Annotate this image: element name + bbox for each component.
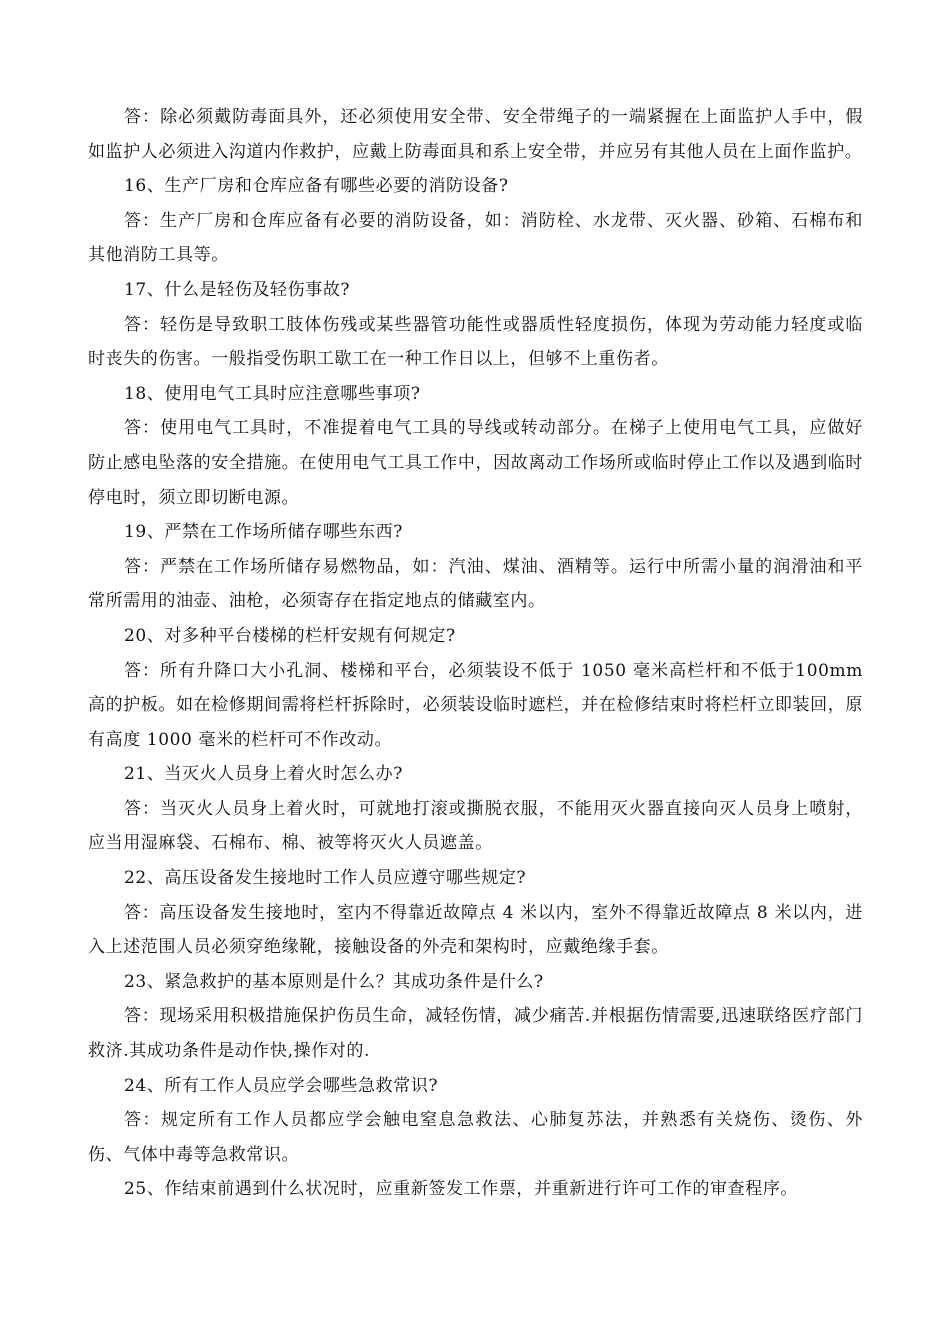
answer-24: 答：规定所有工作人员都应学会触电窒息急救法、心肺复苏法，并熟悉有关烧伤、烫伤、外伤、气体中毒等急救常识。	[88, 1110, 863, 1165]
document-body	[88, 100, 863, 1207]
question-16: 16、生产厂房和仓库应备有哪些必要的消防设备?	[124, 176, 509, 197]
question-20: 20、对多种平台楼梯的栏杆安规有何规定?	[124, 625, 456, 646]
question-19: 19、严禁在工作场所储存哪些东西?	[124, 522, 403, 543]
answer-17: 答：轻伤是导致职工肢体伤残或某些器管功能性或器质性轻度损伤，体现为劳动能力轻度或临时丧失的伤害。一般指受伤职工歇工在一种工作日以上，但够不上重伤者。	[88, 314, 863, 370]
answer-18: 答：使用电气工具时，不准提着电气工具的导线或转动部分。在梯子上使用电气工具，应做好防止感电坠落的安全措施。在使用电气工具工作中，因故离动工作场所或临时停止工作以及遇到临时停电时，须立即切断电源。	[88, 418, 863, 508]
question-24: 24、所有工作人员应学会哪些急救常识?	[124, 1075, 439, 1096]
answer-23: 答：现场采用积极措施保护伤员生命，减轻伤情，减少痛苦.并根据伤情需要,迅速联络医疗部门救济.其成功条件是动作快,操作对的.	[88, 1006, 863, 1062]
question-25: 25、作结束前遇到什么状况时，应重新签发工作票，并重新进行许可工作的审查程序。	[124, 1179, 799, 1200]
answer-21: 答：当灭火人员身上着火时，可就地打滚或撕脱衣服，不能用灭火器直接向灭人员身上喷射，应当用湿麻袋、石棉布、棉、被等将灭火人员遮盖。	[88, 798, 863, 854]
answer-22: 答：高压设备发生接地时，室内不得靠近故障点 4 米以内，室外不得靠近故障点 8 米以内，进入上述范围人员必须穿绝缘靴，接触设备的外壳和架构时，应戴绝缘手套。	[88, 902, 863, 958]
answer-paragraph: 答：除必须戴防毒面具外，还必须使用安全带、安全带绳子的一端紧握在上面监护人手中，假如监护人必须进入沟道内作救护，应戴上防毒面具和系上安全带，并应另有其他人员在上面作监护。	[88, 107, 863, 162]
answer-16: 答：生产厂房和仓库应备有必要的消防设备，如：消防栓、水龙带、灭火器、砂箱、石棉布和其他消防工具等。	[88, 210, 863, 266]
question-18: 18、使用电气工具时应注意哪些事项?	[124, 383, 421, 404]
question-21: 21、当灭火人员身上着火时怎么办?	[124, 764, 403, 785]
question-17: 17、什么是轻伤及轻伤事故?	[124, 279, 351, 300]
answer-19: 答：严禁在工作场所储存易燃物品，如：汽油、煤油、酒精等。运行中所需小量的润滑油和平常所需用的油壶、油枪，必须寄存在指定地点的储藏室内。	[88, 556, 863, 612]
answer-20: 答：所有升降口大小孔洞、楼梯和平台，必须装设不低于 1050 毫米高栏杆和不低于100mm 高的护板。如在检修期间需将栏杆拆除时，必须装设临时遮栏，并在检修结束时将栏杆立即装回，原有高度 1000 毫米的栏杆可不作改动。	[88, 660, 863, 750]
question-22: 22、高压设备发生接地时工作人员应遵守哪些规定?	[124, 868, 527, 889]
question-23: 23、紧急救护的基本原则是什么？其成功条件是什么?	[124, 971, 544, 992]
